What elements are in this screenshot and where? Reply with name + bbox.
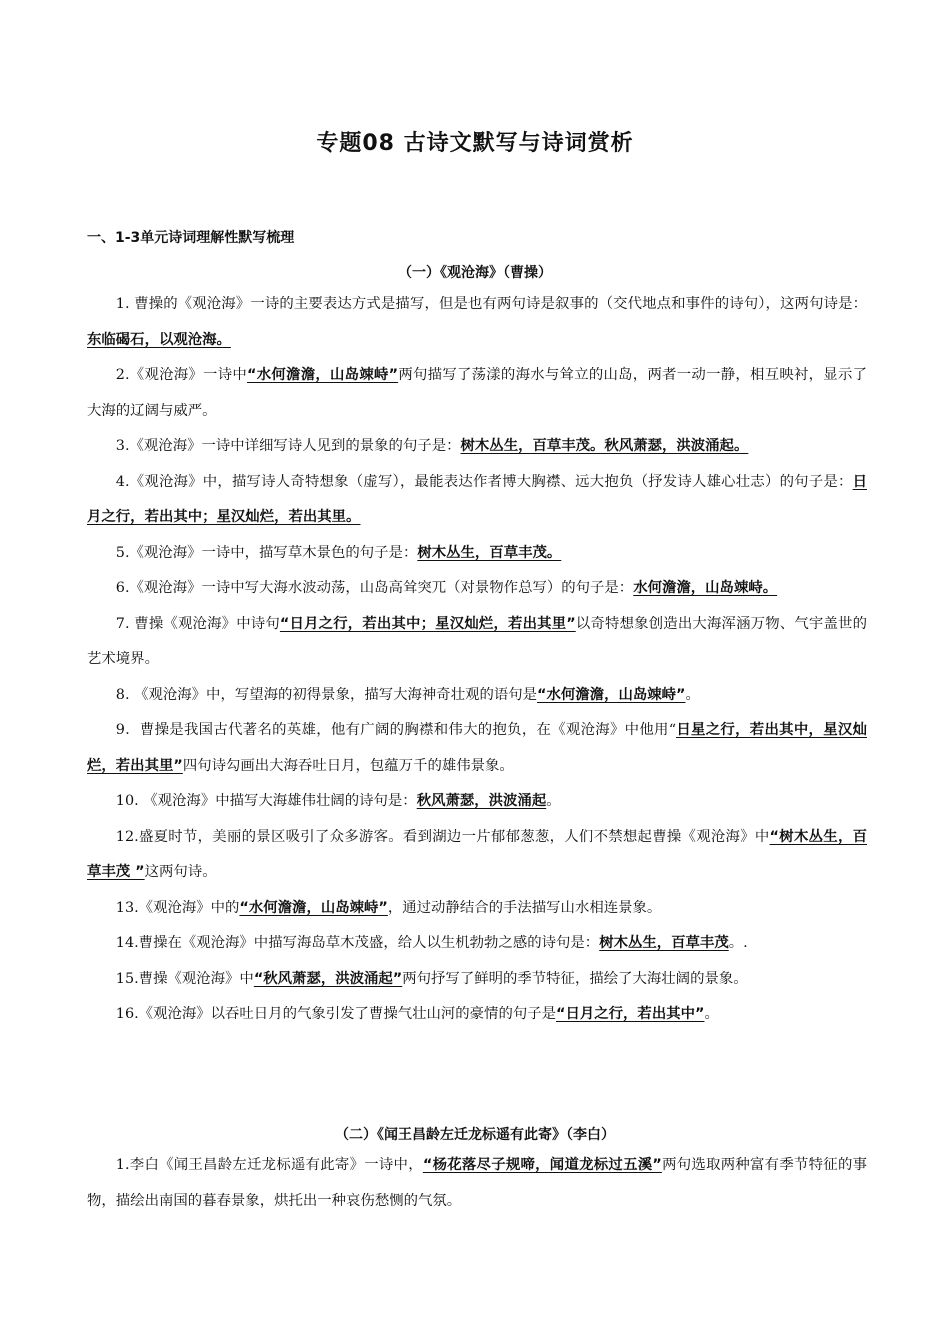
answer-text: “杨花落尽子规啼，闻道龙标过五溪” (422, 1157, 662, 1173)
question-paragraph: 3.《观沧海》一诗中详细写诗人见到的景象的句子是：树木丛生，百草丰茂。秋风萧瑟，洪波涌起。 (115, 438, 749, 454)
question-paragraph: 7. 曹操《观沧海》中诗句“日月之行，若出其中；星汉灿烂，若出其里”以奇特想象创造出大海浑涵万物、气宇盖世的艺术境界。 (87, 615, 867, 667)
answer-text: 秋风萧瑟，洪波涌起 (416, 793, 547, 809)
question-paragraph: 14.曹操在《观沧海》中描写海岛草木茂盛，给人以生机勃勃之感的诗句是：树木丛生，百草丰茂。. (115, 935, 748, 951)
question-paragraph: 13.《观沧海》中的“水何澹澹，山岛竦峙”，通过动静结合的手法描写山水相连景象。 (115, 899, 662, 916)
answer-text: “日月之行，若出其中；星汉灿烂，若出其里” (279, 615, 576, 632)
answer-text: “水何澹澹，山岛竦峙” (239, 899, 388, 916)
question-paragraph: 4.《观沧海》中，描写诗人奇特想象（虚写），最能表达作者博大胸襟、远大抱负（抒发诗人雄心壮志）的句子是：日月之行，若出其中；星汉灿烂，若出其里。 (87, 473, 867, 525)
answer-text: 日星之行，若出其中，星汉灿烂，若出其里” (87, 722, 867, 774)
question-paragraph: 2.《观沧海》一诗中“水何澹澹，山岛竦峙”两句描写了荡漾的海水与耸立的山岛，两者一动一静，相互映衬，显示了大海的辽阔与威严。 (87, 367, 867, 419)
question-paragraph: 6.《观沧海》一诗中写大海水波动荡，山岛高耸突兀（对景物作总写）的句子是：水何澹澹，山岛竦峙。 (115, 580, 778, 596)
subsection-body-guancanghai (87, 287, 867, 1033)
subsection-body-wenwangchangling (87, 1148, 867, 1219)
page-title: 专题08 古诗文默写与诗词赏析 (316, 131, 634, 156)
question-paragraph: 10. 《观沧海》中描写大海雄伟壮阔的诗句是：秋风萧瑟，洪波涌起。 (115, 793, 561, 809)
question-paragraph: 15.曹操《观沧海》中“秋风萧瑟，洪波涌起”两句抒写了鲜明的季节特征，描绘了大海壮阔的景象。 (115, 970, 748, 987)
question-paragraph: 12.盛夏时节，美丽的景区吸引了众多游客。看到湖边一片郁郁葱葱，人们不禁想起曹操《观沧海》中“树木丛生，百草丰茂 ”这两句诗。 (87, 828, 867, 880)
question-paragraph: 8. 《观沧海》中，写望海的初得景象，描写大海神奇壮观的语句是“水何澹澹，山岛竦峙”。 (115, 686, 700, 703)
answer-text: “水何澹澹，山岛竦峙” (537, 686, 686, 703)
answer-text: 树木丛生，百草丰茂 (599, 935, 729, 951)
question-paragraph: 1. 曹操的《观沧海》一诗的主要表达方式是描写，但是也有两句诗是叙事的（交代地点和事件的诗句），这两句诗是：东临碣石，以观沧海。 (87, 296, 867, 348)
answer-text: 日月之行，若出其中；星汉灿烂，若出其里。 (87, 473, 867, 525)
question-paragraph: 16.《观沧海》以吞吐日月的气象引发了曹操气壮山河的豪情的句子是“日月之行，若出其中”。 (115, 1006, 719, 1022)
question-paragraph: 9．曹操是我国古代著名的英雄，他有广阔的胸襟和伟大的抱负，在《观沧海》中他用“日星之行，若出其中，星汉灿烂，若出其里”四句诗勾画出大海吞吐日月，包蕴万千的雄伟景象。 (87, 722, 867, 774)
answer-text: “日月之行，若出其中” (556, 1006, 705, 1022)
section-heading: 一、1-3单元诗词理解性默写梳理 (87, 230, 295, 246)
question-paragraph: 1.李白《闻王昌龄左迁龙标遥有此寄》一诗中，“杨花落尽子规啼，闻道龙标过五溪”两句选取两种富有季节特征的事物，描绘出南国的暮春景象，烘托出一种哀伤愁恻的气氛。 (87, 1157, 867, 1209)
answer-text: 东临碣石，以观沧海。 (87, 331, 231, 348)
answer-text: 树木丛生，百草丰茂。秋风萧瑟，洪波涌起。 (460, 438, 749, 454)
answer-text: 树木丛生，百草丰茂。 (417, 544, 562, 561)
answer-text: “秋风萧瑟，洪波涌起” (253, 970, 403, 987)
question-paragraph: 5.《观沧海》一诗中，描写草木景色的句子是：树木丛生，百草丰茂。 (115, 544, 562, 561)
answer-text: 水何澹澹，山岛竦峙。 (633, 580, 778, 596)
answer-text: “树木丛生，百草丰茂 ” (87, 828, 867, 880)
subsection-heading-wenwangchangling: （二）《闻王昌龄左迁龙标遥有此寄》（李白） (335, 1127, 615, 1143)
subsection-heading-guancanghai: （一）《观沧海》（曹操） (398, 265, 552, 281)
answer-text: “水何澹澹，山岛竦峙” (247, 367, 399, 383)
